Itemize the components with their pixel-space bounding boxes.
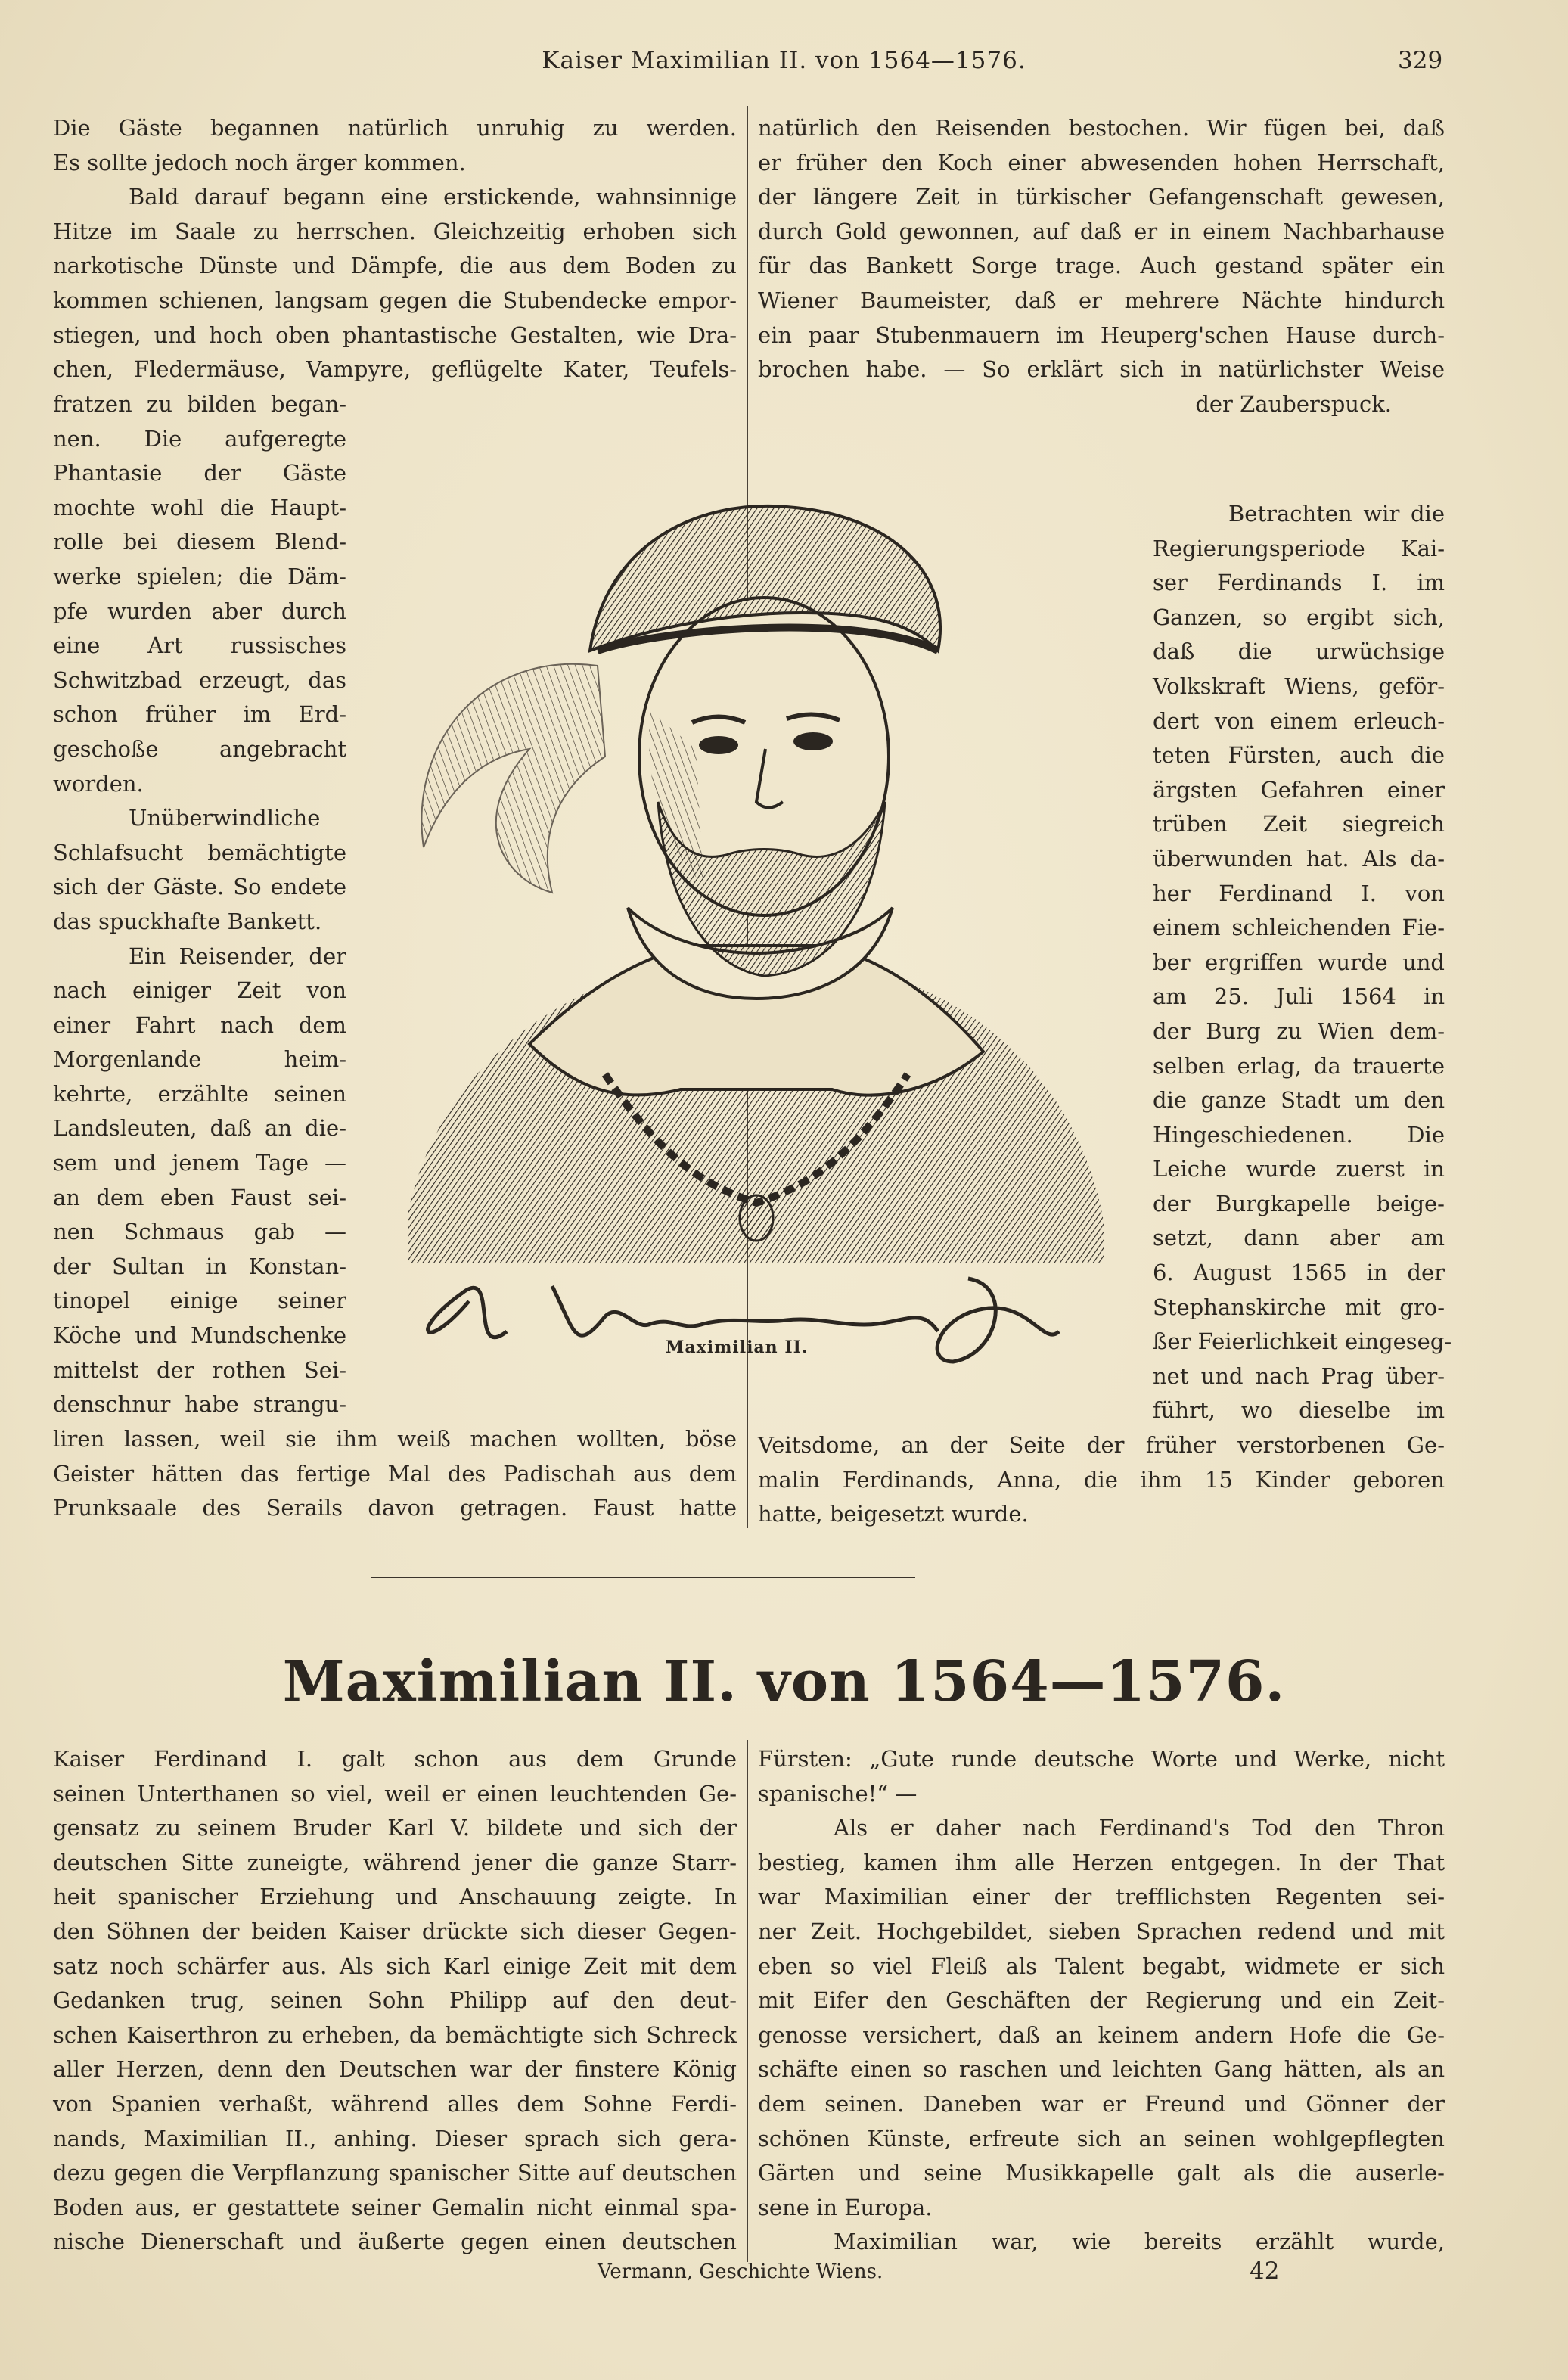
text-line: ärgsten Gefahren einer <box>1153 776 1445 803</box>
text-line: Schwitzbad erzeugt, das <box>53 666 346 693</box>
running-head: Kaiser Maximilian II. von 1564—1576. <box>542 47 1026 74</box>
eye <box>699 736 738 754</box>
text-line: Wiener Baumeister, daß er mehrere Nächte hindurch <box>758 287 1445 313</box>
text-line: natürlich den Reisenden bestochen. Wir fügen bei, daß <box>758 115 1445 141</box>
text-line: schäfte einen so raschen und leichten Gang hätten, als an <box>758 2056 1445 2083</box>
text-line: kehrte, erzählte seinen <box>53 1080 346 1107</box>
text-line: Es sollte jedoch noch ärger kommen. <box>53 149 466 176</box>
text-line: sene in Europa. <box>758 2194 933 2220</box>
text-line: Landsleuten, daß an die- <box>53 1115 346 1142</box>
text-line: geschoße angebracht <box>53 735 346 762</box>
text-line: brochen habe. — So erklärt sich in natürlichster Weise <box>758 356 1445 383</box>
text-line: Kaiser Ferdinand I. galt schon aus dem Grunde <box>53 1746 737 1772</box>
text-line: net und nach Prag über- <box>1153 1362 1445 1389</box>
text-line: nische Dienerschaft und äußerte gegen einen deutschen <box>53 2229 737 2255</box>
text-line: chen, Fledermäuse, Vampyre, geflügelte Kater, Teufels- <box>53 356 737 383</box>
text-line: die ganze Stadt um den <box>1153 1087 1445 1114</box>
text-line: fratzen zu bilden began- <box>53 391 346 417</box>
text-line: gensatz zu seinem Bruder Karl V. bildete und sich der <box>53 1815 737 1841</box>
text-line: nen Schmaus gab — <box>53 1219 346 1245</box>
text-line: für das Bankett Sorge trage. Auch gestand später ein <box>758 253 1445 279</box>
text-line: Geister hätten das fertige Mal des Padischah aus dem <box>53 1460 737 1487</box>
text-block <box>53 1422 737 1526</box>
text-line: schönen Künste, erfreute sich an seinen wohlgepflegten <box>758 2125 1445 2152</box>
text-line: eben so viel Fleiß als Talent begabt, widmete er sich <box>758 1953 1445 1979</box>
text-line: durch Gold gewonnen, auf daß er in einem Nachbarhause <box>758 218 1445 244</box>
text-line: dezu gegen die Verpflanzung spanischer Sitte auf deutschen <box>53 2160 737 2186</box>
text-line: an dem eben Faust sei- <box>53 1184 346 1210</box>
text-block <box>758 1742 1445 2260</box>
text-line: 6. August 1565 in der <box>1153 1260 1445 1286</box>
text-line: seinen Unterthanen so viel, weil er einen leuchtenden Ge- <box>53 1780 737 1807</box>
text-line: dem seinen. Daneben war er Freund und Gönner der <box>758 2090 1445 2117</box>
text-line: denschnur habe strangu- <box>53 1391 346 1418</box>
text-line: Köche und Mundschenke <box>53 1322 346 1349</box>
text-line: der längere Zeit in türkischer Gefangenschaft gewesen, <box>758 184 1445 210</box>
text-line: nands, Maximilian II., anhing. Dieser sprach sich gera- <box>53 2125 737 2152</box>
text-line: war Maximilian einer der trefflichsten Regenten sei- <box>758 1884 1445 1910</box>
text-line: selben erlag, da trauerte <box>1153 1052 1445 1079</box>
text-line: Hingeschiedenen. Die <box>1153 1121 1445 1148</box>
text-line: pfe wurden aber durch <box>53 598 346 624</box>
text-line: liren lassen, weil sie ihm weiß machen wollten, böse <box>53 1426 737 1452</box>
column-divider <box>747 1740 748 2262</box>
text-line: her Ferdinand I. von <box>1153 880 1445 906</box>
text-line: kommen schienen, langsam gegen die Stubendecke empor- <box>53 287 737 313</box>
text-line: führt, wo dieselbe im <box>1153 1397 1445 1424</box>
text-line: Ganzen, so ergibt sich, <box>1153 604 1445 630</box>
text-line: rolle bei diesem Blend- <box>53 529 346 555</box>
text-line: nen. Die aufgeregte <box>53 425 346 452</box>
text-line: werke spielen; die Däm- <box>53 563 346 589</box>
text-line: malin Ferdinands, Anna, die ihm 15 Kinder geboren <box>758 1466 1445 1493</box>
text-line: Stephanskirche mit gro- <box>1153 1294 1445 1320</box>
text-line: sem und jenem Tage — <box>53 1150 346 1176</box>
text-line: Boden aus, er gestattete seiner Gemalin nicht einmal spa- <box>53 2194 737 2220</box>
text-line: er früher den Koch einer abwesenden hohen Herrschaft, <box>758 149 1445 176</box>
text-block <box>758 111 1445 421</box>
text-line: worden. <box>53 770 144 797</box>
text-line: genosse versichert, daß an keinem andern Hofe die Ge- <box>758 2021 1445 2048</box>
text-block <box>758 1428 1445 1532</box>
text-line: Fürsten: „Gute runde deutsche Worte und Werke, nicht <box>758 1746 1445 1772</box>
text-line: daß die urwüchsige <box>1153 638 1445 665</box>
text-line: Hitze im Saale zu herrschen. Gleichzeitig erhoben sich <box>53 218 737 244</box>
text-line: ein paar Stubenmauern im Heuperg'schen Hause durch- <box>758 322 1445 348</box>
text-line: schon früher im Erd- <box>53 701 346 728</box>
text-line: Gedanken trug, seinen Sohn Philipp auf den deut- <box>53 1987 737 2014</box>
text-line: stiegen, und hoch oben phantastische Gestalten, wie Dra- <box>53 322 737 348</box>
text-line: narkotische Dünste und Dämpfe, die aus dem Boden zu <box>53 253 737 279</box>
text-line: Betrachten wir die <box>1228 501 1445 527</box>
text-line: Morgenlande heim- <box>53 1046 346 1073</box>
text-line: nach einiger Zeit von <box>53 977 346 1004</box>
text-line: Schlafsucht bemächtigte <box>53 839 346 865</box>
text-line: ser Ferdinands I. im <box>1153 570 1445 596</box>
text-line: ber ergriffen wurde und <box>1153 949 1445 975</box>
text-line: Bald darauf begann eine erstickende, wahnsinnige <box>129 184 737 210</box>
page-number: 329 <box>1398 47 1443 74</box>
text-line: deutschen Sitte zuneigte, während jener die ganze Starr- <box>53 1849 737 1875</box>
text-line: aller Herzen, denn den Deutschen war der finstere König <box>53 2056 737 2083</box>
text-block <box>53 387 346 1422</box>
text-line: Als er daher nach Ferdinand's Tod den Thron <box>834 1815 1445 1841</box>
text-block <box>1153 497 1452 1428</box>
text-line: Veitsdome, an der Seite der früher verstorbenen Ge- <box>758 1432 1445 1458</box>
text-line: mittelst der rothen Sei- <box>53 1356 346 1383</box>
text-line: Regierungsperiode Kai- <box>1153 535 1445 561</box>
text-line: satz noch schärfer aus. Als sich Karl einige Zeit mit dem <box>53 1953 737 1979</box>
text-line: dert von einem erleuch- <box>1153 707 1445 734</box>
text-line: der Burgkapelle beige- <box>1153 1190 1445 1216</box>
text-line: eine Art russisches <box>53 632 346 659</box>
text-line: trüben Zeit siegreich <box>1153 811 1445 837</box>
text-line: von Spanien verhaßt, während alles dem Sohne Ferdi- <box>53 2090 737 2117</box>
text-line: spanische!“ — <box>758 1780 918 1807</box>
text-line: Leiche wurde zuerst in <box>1153 1156 1445 1182</box>
text-line: heit spanischer Erziehung und Anschauung zeigte. In <box>53 1884 737 1910</box>
text-line: Prunksaale des Serails davon getragen. Faust hatte <box>53 1495 737 1521</box>
portrait-caption: Maximilian II. <box>666 1338 809 1357</box>
text-line: einem schleichenden Fie- <box>1153 915 1445 941</box>
text-line: setzt, dann aber am <box>1153 1225 1445 1251</box>
text-block <box>53 111 737 387</box>
text-line: das spuckhafte Bankett. <box>53 908 322 934</box>
text-line: Volkskraft Wiens, geför- <box>1153 673 1445 699</box>
text-line: Unüberwindliche <box>129 805 321 831</box>
text-line: Die Gäste begannen natürlich unruhig zu werden. <box>53 115 737 141</box>
text-line: der Sultan in Konstan- <box>53 1253 346 1279</box>
section-divider <box>371 1577 915 1578</box>
text-line: ßer Feierlichkeit eingeseg- <box>1153 1328 1452 1355</box>
text-line: teten Fürsten, auch die <box>1153 742 1445 769</box>
text-block <box>53 1742 737 2260</box>
text-line: Maximilian war, wie bereits erzählt wurde, <box>834 2229 1445 2255</box>
portrait-engraving <box>378 424 1135 1377</box>
section-title: Maximilian II. von 1564—1576. <box>282 1649 1286 1714</box>
text-line: der Burg zu Wien dem- <box>1153 1018 1445 1044</box>
eye <box>793 732 833 750</box>
text-line: sich der Gäste. So endete <box>53 874 346 900</box>
text-line: ner Zeit. Hochgebildet, sieben Sprachen redend und mit <box>758 1918 1445 1944</box>
text-line: schen Kaiserthron zu erheben, da bemächtigte sich Schreck <box>53 2021 737 2048</box>
text-line: der Zauberspuck. <box>1195 390 1392 417</box>
text-line: mochte wohl die Haupt- <box>53 494 346 520</box>
feather <box>421 664 605 893</box>
pendant <box>740 1195 773 1241</box>
signature-mark: 42 <box>1250 2257 1280 2285</box>
text-line: Gärten und seine Musikkapelle galt als die auserle- <box>758 2160 1445 2186</box>
text-line: überwunden hat. Als da- <box>1153 845 1445 872</box>
text-line: einer Fahrt nach dem <box>53 1011 346 1038</box>
text-line: am 25. Juli 1564 in <box>1153 983 1445 1010</box>
text-line: den Söhnen der beiden Kaiser drückte sich dieser Gegen- <box>53 1918 737 1944</box>
text-line: tinopel einige seiner <box>53 1288 346 1314</box>
text-line: bestieg, kamen ihm alle Herzen entgegen. In der That <box>758 1849 1445 1875</box>
text-line: hatte, beigesetzt wurde. <box>758 1501 1029 1527</box>
footer-source: Vermann, Geschichte Wiens. <box>598 2260 883 2283</box>
text-line: Phantasie der Gäste <box>53 460 346 486</box>
text-line: Ein Reisender, der <box>129 943 346 969</box>
text-line: mit Eifer den Geschäften der Regierung und ein Zeit- <box>758 1987 1445 2014</box>
